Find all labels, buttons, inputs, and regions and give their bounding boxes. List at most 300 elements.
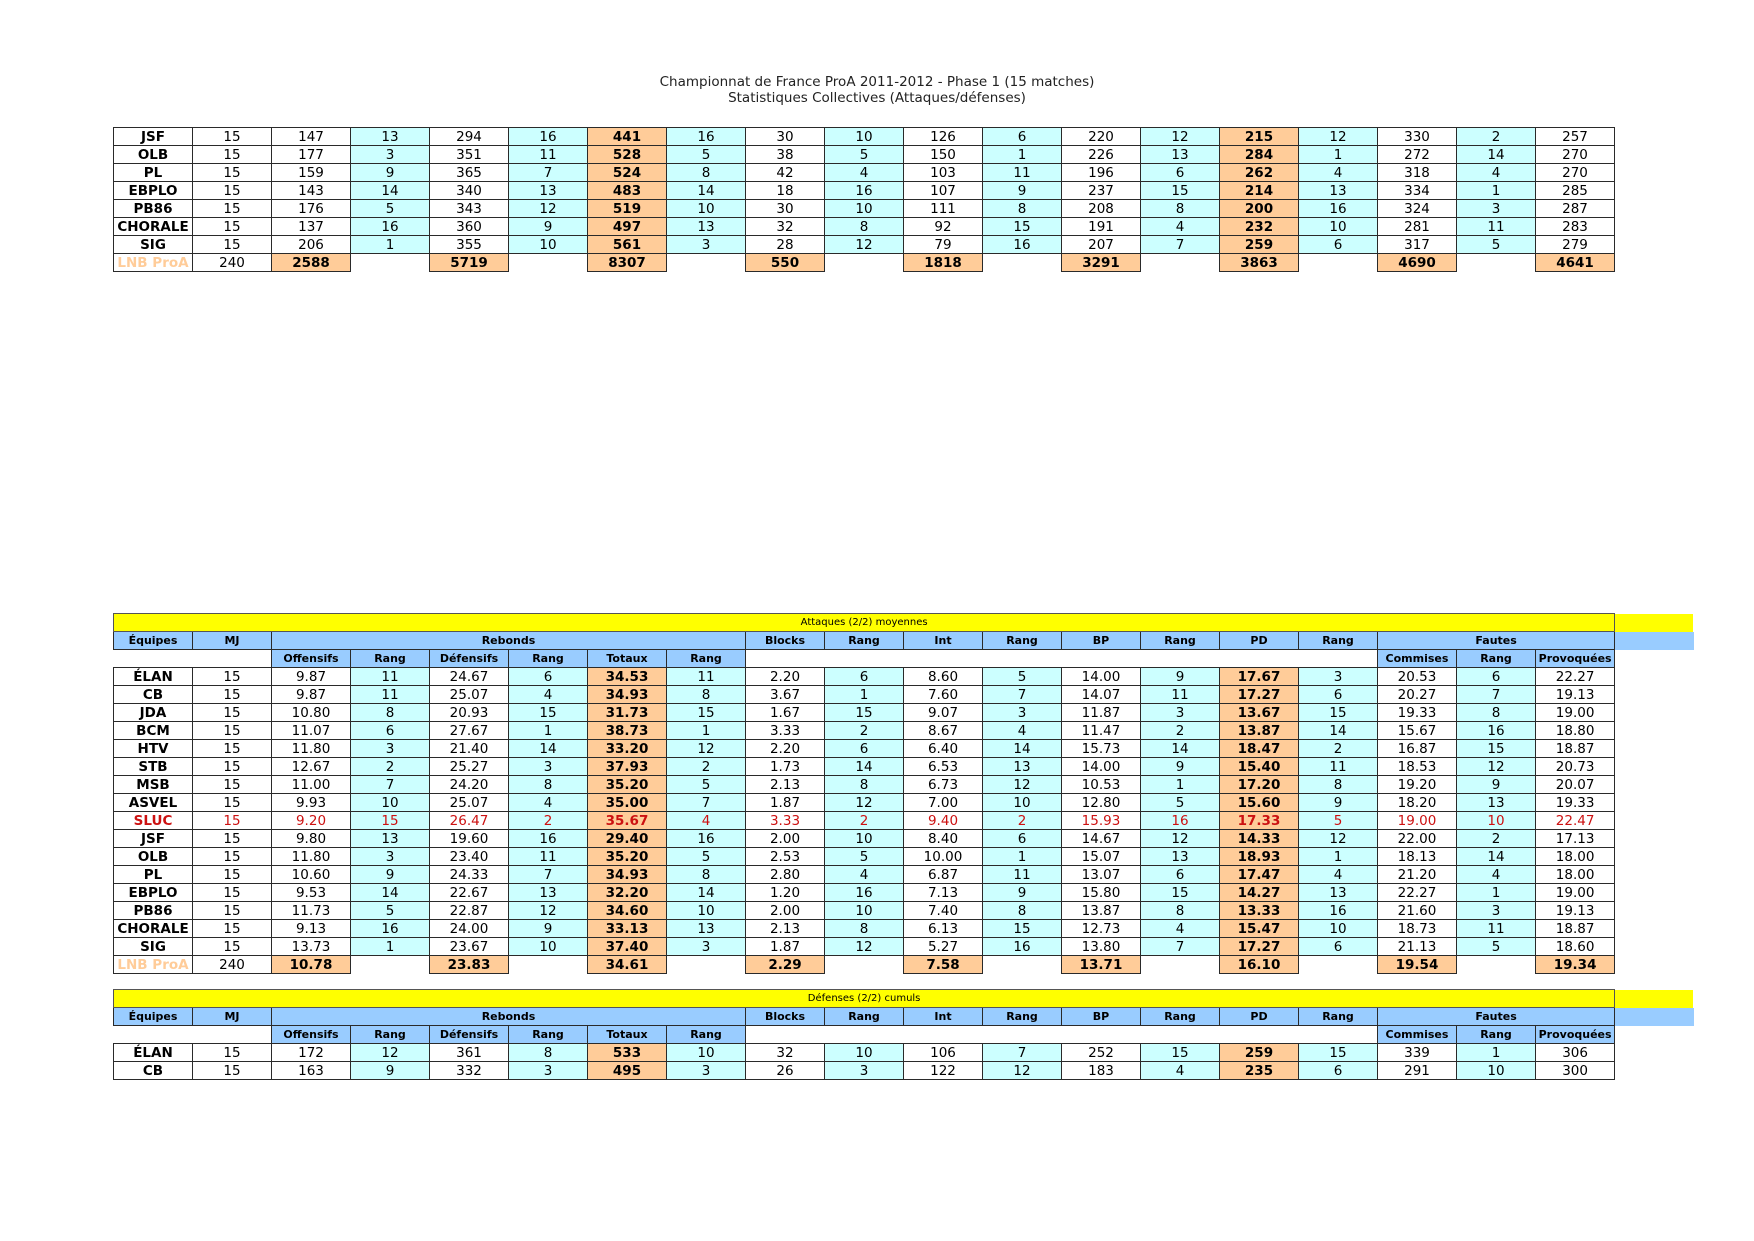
- cell-tot-r: 10: [667, 200, 746, 218]
- defense-band-title: Défenses (2/2) cumuls: [114, 990, 1615, 1008]
- team-name: ÉLAN: [114, 1044, 193, 1062]
- table-row: [114, 722, 1694, 740]
- cell-prov: 19.33: [1536, 794, 1615, 812]
- cell-int-r: 1: [983, 146, 1062, 164]
- cell-blk-r: 10: [825, 128, 904, 146]
- cell-off: 206: [272, 236, 351, 254]
- total-def: 5719: [430, 254, 509, 272]
- cell-mj: 15: [193, 866, 272, 884]
- cell-def: 23.67: [430, 938, 509, 956]
- cell-blk-r: 10: [825, 902, 904, 920]
- cell-mj: 15: [193, 740, 272, 758]
- cell-bp: 15.93: [1062, 812, 1141, 830]
- cell-tot: 34.93: [588, 686, 667, 704]
- cell-bp-r: 15: [1141, 884, 1220, 902]
- team-name: PL: [114, 164, 193, 182]
- cell-int: 5.27: [904, 938, 983, 956]
- cell-pd-r: 15: [1299, 704, 1378, 722]
- cell-mj: 15: [193, 848, 272, 866]
- cell-com-r: 6: [1457, 668, 1536, 686]
- cell-bp-r: 11: [1141, 686, 1220, 704]
- cell-off: 9.87: [272, 668, 351, 686]
- cell-bp-r: 9: [1141, 668, 1220, 686]
- cell-off: 12.67: [272, 758, 351, 776]
- col-header-mj: MJ: [193, 1008, 272, 1026]
- cell-off-r: 3: [351, 848, 430, 866]
- cell-prov: 270: [1536, 164, 1615, 182]
- cell-pd: 15.60: [1220, 794, 1299, 812]
- team-name: JSF: [114, 128, 193, 146]
- total-off: 10.78: [272, 956, 351, 974]
- cell-prov: 300: [1536, 1062, 1615, 1080]
- cell-pd: 18.93: [1220, 848, 1299, 866]
- cell-prov: 257: [1536, 128, 1615, 146]
- cell-tot: 34.93: [588, 866, 667, 884]
- cell-off-r: 8: [351, 704, 430, 722]
- cell-pd: 262: [1220, 164, 1299, 182]
- header-extension: [1615, 632, 1694, 650]
- cell-pd-r: 1: [1299, 146, 1378, 164]
- col-header-commises: Commises: [1378, 1026, 1457, 1044]
- col-header-rang: Rang: [351, 650, 430, 668]
- cell-bp-r: 4: [1141, 1062, 1220, 1080]
- cell-int: 8.60: [904, 668, 983, 686]
- cell-prov: 19.13: [1536, 686, 1615, 704]
- cell-com: 18.73: [1378, 920, 1457, 938]
- cell-off: 9.53: [272, 884, 351, 902]
- cell-off: 172: [272, 1044, 351, 1062]
- title-line-2: Statistiques Collectives (Attaques/défenses): [728, 90, 1026, 106]
- cell-def-r: 13: [509, 182, 588, 200]
- cell-pd-r: 15: [1299, 1044, 1378, 1062]
- cell-mj: 15: [193, 704, 272, 722]
- col-header-provoquees: Provoquées: [1536, 1026, 1615, 1044]
- cell-def-r: 10: [509, 938, 588, 956]
- col-header-team: Équipes: [114, 632, 193, 650]
- cell-prov: 285: [1536, 182, 1615, 200]
- cell-int: 7.40: [904, 902, 983, 920]
- cell-tot: 497: [588, 218, 667, 236]
- cell-tot-r: 4: [667, 812, 746, 830]
- cell-com-r: 3: [1457, 200, 1536, 218]
- col-header-rang: Rang: [509, 1026, 588, 1044]
- cell-com: 21.60: [1378, 902, 1457, 920]
- cell-pd: 259: [1220, 236, 1299, 254]
- cell-prov: 22.27: [1536, 668, 1615, 686]
- cell-off: 9.13: [272, 920, 351, 938]
- cell-tot: 35.20: [588, 848, 667, 866]
- cell-mj: 15: [193, 758, 272, 776]
- cell-com: 291: [1378, 1062, 1457, 1080]
- table-row: [114, 902, 1694, 920]
- col-header-rang: Rang: [509, 650, 588, 668]
- cell-def-r: 15: [509, 704, 588, 722]
- cell-prov: 279: [1536, 236, 1615, 254]
- cell-com-r: 14: [1457, 848, 1536, 866]
- cell-tot-r: 16: [667, 128, 746, 146]
- cell-pd: 18.47: [1220, 740, 1299, 758]
- cell-def-r: 3: [509, 1062, 588, 1080]
- cell-off: 11.73: [272, 902, 351, 920]
- cell-tot-r: 14: [667, 182, 746, 200]
- col-header-rang: Rang: [1141, 632, 1220, 650]
- cell-blk: 28: [746, 236, 825, 254]
- cell-pd-r: 6: [1299, 1062, 1378, 1080]
- col-header-rang: Rang: [983, 632, 1062, 650]
- table-row: [114, 1044, 1694, 1062]
- cell-bp-r: 2: [1141, 722, 1220, 740]
- cell-tot-r: 8: [667, 866, 746, 884]
- cell-pd: 17.27: [1220, 938, 1299, 956]
- cell-bp-r: 4: [1141, 218, 1220, 236]
- cell-com: 21.20: [1378, 866, 1457, 884]
- cell-tot: 37.40: [588, 938, 667, 956]
- cell-tot-r: 5: [667, 776, 746, 794]
- cell-com-r: 2: [1457, 830, 1536, 848]
- table-row: [114, 848, 1694, 866]
- cell-prov: 18.00: [1536, 848, 1615, 866]
- cell-tot: 35.20: [588, 776, 667, 794]
- cell-mj: 15: [193, 830, 272, 848]
- cell-off-r: 7: [351, 776, 430, 794]
- col-header-commises: Commises: [1378, 650, 1457, 668]
- cell-off-r: 2: [351, 758, 430, 776]
- cell-pd: 13.87: [1220, 722, 1299, 740]
- cell-pd: 15.40: [1220, 758, 1299, 776]
- cell-pd: 17.20: [1220, 776, 1299, 794]
- cell-pd: 259: [1220, 1044, 1299, 1062]
- cell-tot-r: 11: [667, 668, 746, 686]
- cell-blk-r: 10: [825, 1044, 904, 1062]
- cell-bp-r: 7: [1141, 236, 1220, 254]
- cell-pd: 235: [1220, 1062, 1299, 1080]
- team-name: SIG: [114, 938, 193, 956]
- cell-prov: 19.00: [1536, 884, 1615, 902]
- cell-off-r: 3: [351, 740, 430, 758]
- cell-tot-r: 10: [667, 1044, 746, 1062]
- cell-def-r: 10: [509, 236, 588, 254]
- cell-pd: 15.47: [1220, 920, 1299, 938]
- cell-prov: 17.13: [1536, 830, 1615, 848]
- cell-pd-r: 4: [1299, 164, 1378, 182]
- total-com: 4690: [1378, 254, 1457, 272]
- cell-com-r: 5: [1457, 938, 1536, 956]
- total-bp: 13.71: [1062, 956, 1141, 974]
- cell-com-r: 1: [1457, 884, 1536, 902]
- cell-def-r: 12: [509, 200, 588, 218]
- cell-blk-r: 1: [825, 686, 904, 704]
- cell-off: 11.80: [272, 848, 351, 866]
- cell-def: 355: [430, 236, 509, 254]
- cell-blk-r: 5: [825, 848, 904, 866]
- cell-mj: 15: [193, 902, 272, 920]
- cell-off: 9.87: [272, 686, 351, 704]
- cell-com: 21.13: [1378, 938, 1457, 956]
- attack-averages-table: [113, 613, 1694, 974]
- total-off: 2588: [272, 254, 351, 272]
- cell-mj: 15: [193, 668, 272, 686]
- band-extension: [1615, 614, 1694, 632]
- cell-pd-r: 13: [1299, 182, 1378, 200]
- cell-prov: 19.00: [1536, 704, 1615, 722]
- cell-pd-r: 6: [1299, 236, 1378, 254]
- cell-def: 24.20: [430, 776, 509, 794]
- cell-blk: 2.00: [746, 830, 825, 848]
- cell-int: 150: [904, 146, 983, 164]
- cell-com-r: 7: [1457, 686, 1536, 704]
- cell-bp: 14.00: [1062, 758, 1141, 776]
- cell-bp: 13.80: [1062, 938, 1141, 956]
- cell-tot-r: 12: [667, 740, 746, 758]
- cell-pd-r: 6: [1299, 938, 1378, 956]
- cell-def: 365: [430, 164, 509, 182]
- cell-blk-r: 8: [825, 218, 904, 236]
- col-header-rang: Rang: [667, 650, 746, 668]
- cell-blk-r: 12: [825, 236, 904, 254]
- col-header-offensifs: Offensifs: [272, 1026, 351, 1044]
- table-row: [114, 164, 1615, 182]
- cell-bp-r: 15: [1141, 1044, 1220, 1062]
- cell-def: 340: [430, 182, 509, 200]
- col-header-blocks: Blocks: [746, 1008, 825, 1026]
- cell-int: 7.13: [904, 884, 983, 902]
- cell-off-r: 12: [351, 1044, 430, 1062]
- cell-int: 122: [904, 1062, 983, 1080]
- cell-off-r: 13: [351, 128, 430, 146]
- cell-off-r: 1: [351, 938, 430, 956]
- total-prov: 4641: [1536, 254, 1615, 272]
- col-header-rebonds: Rebonds: [272, 632, 746, 650]
- col-header-fautes: Fautes: [1378, 1008, 1615, 1026]
- cell-com: 18.13: [1378, 848, 1457, 866]
- table-row: [114, 704, 1694, 722]
- cell-com-r: 11: [1457, 218, 1536, 236]
- cell-bp: 183: [1062, 1062, 1141, 1080]
- col-header-int: Int: [904, 632, 983, 650]
- cell-pd: 200: [1220, 200, 1299, 218]
- total-blk: 2.29: [746, 956, 825, 974]
- col-header-fautes: Fautes: [1378, 632, 1615, 650]
- cell-pd: 17.67: [1220, 668, 1299, 686]
- col-header-defensifs: Défensifs: [430, 650, 509, 668]
- cell-bp: 15.80: [1062, 884, 1141, 902]
- league-label: LNB ProA: [114, 254, 193, 272]
- cell-blk: 32: [746, 218, 825, 236]
- cell-off-r: 16: [351, 218, 430, 236]
- cell-blk: 1.87: [746, 938, 825, 956]
- col-header-offensifs: Offensifs: [272, 650, 351, 668]
- cell-bp: 12.80: [1062, 794, 1141, 812]
- cell-bp-r: 3: [1141, 704, 1220, 722]
- cell-blk: 38: [746, 146, 825, 164]
- cell-bp: 252: [1062, 1044, 1141, 1062]
- cell-def-r: 11: [509, 848, 588, 866]
- cell-bp: 191: [1062, 218, 1141, 236]
- cell-bp: 14.67: [1062, 830, 1141, 848]
- team-name: CHORALE: [114, 218, 193, 236]
- cell-blk-r: 16: [825, 884, 904, 902]
- cell-int: 8.67: [904, 722, 983, 740]
- cell-def-r: 14: [509, 740, 588, 758]
- cell-def: 26.47: [430, 812, 509, 830]
- cell-pd: 17.47: [1220, 866, 1299, 884]
- cell-blk-r: 12: [825, 938, 904, 956]
- cell-def: 25.27: [430, 758, 509, 776]
- cell-prov: 19.13: [1536, 902, 1615, 920]
- cell-pd-r: 3: [1299, 668, 1378, 686]
- cell-tot: 528: [588, 146, 667, 164]
- cell-pd: 214: [1220, 182, 1299, 200]
- cell-def: 23.40: [430, 848, 509, 866]
- cell-blk-r: 16: [825, 182, 904, 200]
- cell-pd: 13.67: [1220, 704, 1299, 722]
- table-row: [114, 146, 1615, 164]
- team-name: BCM: [114, 722, 193, 740]
- cell-blk: 42: [746, 164, 825, 182]
- cell-tot: 33.13: [588, 920, 667, 938]
- cell-tot: 533: [588, 1044, 667, 1062]
- cell-blk: 2.00: [746, 902, 825, 920]
- cell-off: 137: [272, 218, 351, 236]
- cell-tot-r: 3: [667, 938, 746, 956]
- cell-bp: 14.00: [1062, 668, 1141, 686]
- cell-blk-r: 10: [825, 200, 904, 218]
- cell-blk-r: 4: [825, 866, 904, 884]
- cell-def-r: 7: [509, 866, 588, 884]
- table-row: [114, 758, 1694, 776]
- cell-tot: 32.20: [588, 884, 667, 902]
- cell-bp-r: 4: [1141, 920, 1220, 938]
- col-header-rang: Rang: [825, 1008, 904, 1026]
- cell-off-r: 9: [351, 1062, 430, 1080]
- cell-mj: 15: [193, 812, 272, 830]
- team-name: MSB: [114, 776, 193, 794]
- cell-com-r: 10: [1457, 1062, 1536, 1080]
- cell-tot: 31.73: [588, 704, 667, 722]
- cell-int: 103: [904, 164, 983, 182]
- document-title: [0, 74, 1754, 106]
- table-row: [114, 686, 1694, 704]
- cell-int: 107: [904, 182, 983, 200]
- col-header-bp: BP: [1062, 1008, 1141, 1026]
- cell-prov: 18.00: [1536, 866, 1615, 884]
- cell-pd: 215: [1220, 128, 1299, 146]
- cell-tot: 37.93: [588, 758, 667, 776]
- cell-def: 360: [430, 218, 509, 236]
- cell-tot-r: 10: [667, 902, 746, 920]
- cell-int-r: 8: [983, 902, 1062, 920]
- cell-int-r: 6: [983, 830, 1062, 848]
- cell-tot: 441: [588, 128, 667, 146]
- cell-com: 272: [1378, 146, 1457, 164]
- cell-com-r: 1: [1457, 1044, 1536, 1062]
- cell-def: 20.93: [430, 704, 509, 722]
- col-header-rang: Rang: [1457, 650, 1536, 668]
- cell-blk-r: 12: [825, 794, 904, 812]
- team-name: SLUC: [114, 812, 193, 830]
- cell-int-r: 10: [983, 794, 1062, 812]
- cell-com: 18.53: [1378, 758, 1457, 776]
- cell-com: 317: [1378, 236, 1457, 254]
- cell-pd: 17.27: [1220, 686, 1299, 704]
- cell-def: 22.87: [430, 902, 509, 920]
- cell-int: 10.00: [904, 848, 983, 866]
- cell-bp: 11.47: [1062, 722, 1141, 740]
- cell-prov: 20.07: [1536, 776, 1615, 794]
- col-header-bp: BP: [1062, 632, 1141, 650]
- cell-int: 6.73: [904, 776, 983, 794]
- cell-com-r: 9: [1457, 776, 1536, 794]
- cell-tot: 519: [588, 200, 667, 218]
- cell-bp-r: 12: [1141, 128, 1220, 146]
- cell-tot: 33.20: [588, 740, 667, 758]
- cell-blk: 2.53: [746, 848, 825, 866]
- cell-bp-r: 6: [1141, 866, 1220, 884]
- cell-com-r: 2: [1457, 128, 1536, 146]
- cell-tot-r: 7: [667, 794, 746, 812]
- table-row: [114, 1062, 1694, 1080]
- team-name: ÉLAN: [114, 668, 193, 686]
- cell-pd: 13.33: [1220, 902, 1299, 920]
- team-name: STB: [114, 758, 193, 776]
- defense-totals-table: [113, 989, 1694, 1080]
- cell-off: 147: [272, 128, 351, 146]
- cell-pd-r: 12: [1299, 830, 1378, 848]
- team-name: CB: [114, 686, 193, 704]
- cell-def-r: 1: [509, 722, 588, 740]
- cell-mj: 15: [193, 128, 272, 146]
- cell-pd-r: 11: [1299, 758, 1378, 776]
- cell-int: 6.87: [904, 866, 983, 884]
- col-header-rang: Rang: [1141, 1008, 1220, 1026]
- cell-prov: 306: [1536, 1044, 1615, 1062]
- col-header-rang: Rang: [1299, 1008, 1378, 1026]
- cell-com-r: 4: [1457, 164, 1536, 182]
- cell-blk-r: 4: [825, 164, 904, 182]
- col-header-pd: PD: [1220, 1008, 1299, 1026]
- cell-def: 25.07: [430, 686, 509, 704]
- table-row: [114, 830, 1694, 848]
- cell-def-r: 2: [509, 812, 588, 830]
- cell-def-r: 9: [509, 218, 588, 236]
- total-int: 7.58: [904, 956, 983, 974]
- table-row: [114, 884, 1694, 902]
- league-total-row: [114, 254, 1615, 272]
- cell-blk: 30: [746, 128, 825, 146]
- col-header-int: Int: [904, 1008, 983, 1026]
- cell-def: 22.67: [430, 884, 509, 902]
- cell-tot-r: 14: [667, 884, 746, 902]
- league-label: LNB ProA: [114, 956, 193, 974]
- cell-bp-r: 14: [1141, 740, 1220, 758]
- cell-int-r: 12: [983, 1062, 1062, 1080]
- team-name: EBPLO: [114, 884, 193, 902]
- total-pd: 16.10: [1220, 956, 1299, 974]
- cell-prov: 287: [1536, 200, 1615, 218]
- cell-bp-r: 13: [1141, 146, 1220, 164]
- cell-com-r: 5: [1457, 236, 1536, 254]
- cell-blk: 2.13: [746, 776, 825, 794]
- cell-com: 281: [1378, 218, 1457, 236]
- cell-def-r: 16: [509, 830, 588, 848]
- cell-blk: 2.80: [746, 866, 825, 884]
- cell-com-r: 1: [1457, 182, 1536, 200]
- cell-def: 24.00: [430, 920, 509, 938]
- cell-def-r: 6: [509, 668, 588, 686]
- cell-pd-r: 12: [1299, 128, 1378, 146]
- cell-off-r: 9: [351, 164, 430, 182]
- top-stats-table: [113, 127, 1615, 272]
